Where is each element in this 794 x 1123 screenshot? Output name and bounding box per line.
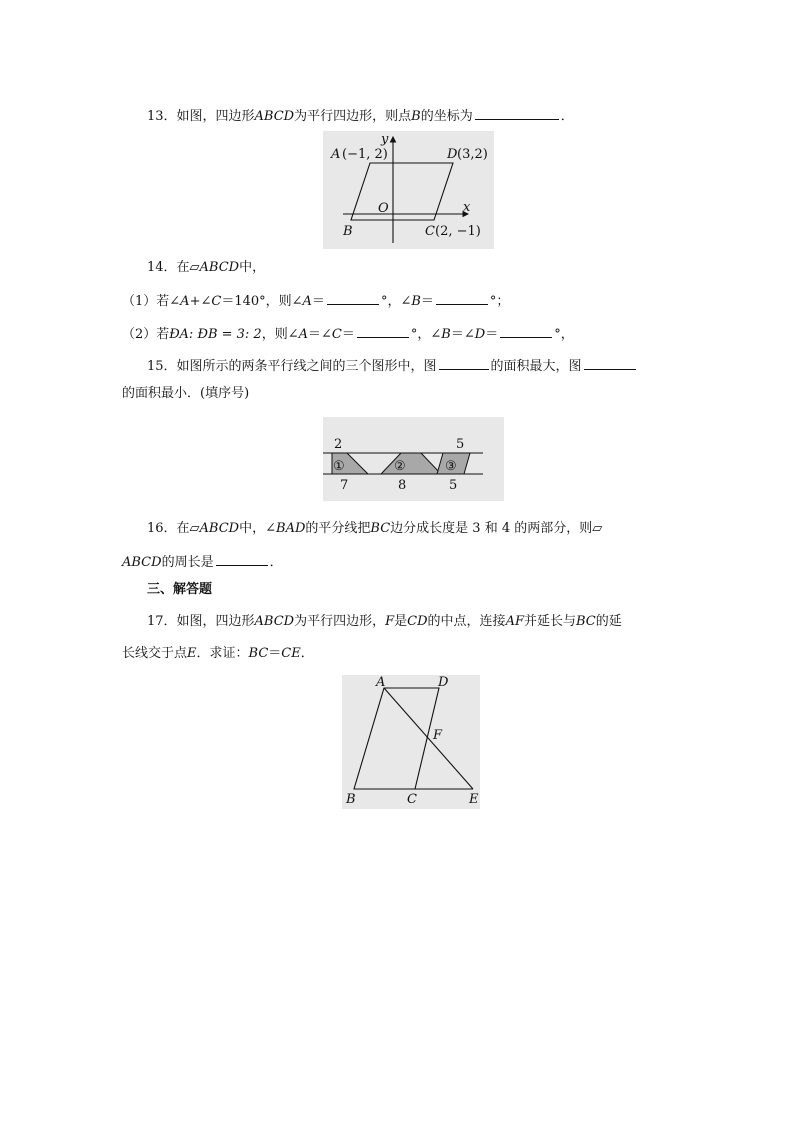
shape-3-top-label: 5 — [456, 437, 465, 452]
q14-s2-var: C — [331, 327, 342, 342]
q17-var: BC — [576, 614, 596, 629]
q17-var: BC — [248, 646, 269, 661]
q14-s2-part: ＝∠ — [308, 327, 332, 342]
point-b-label: B — [343, 224, 353, 239]
q16-part: 中，∠ — [239, 521, 277, 536]
q14-s2-var: D — [474, 327, 486, 342]
q15-part: 的面积最大，图 — [490, 359, 582, 374]
q17-var: AF — [505, 614, 524, 629]
q14-s1-blank-b[interactable] — [436, 290, 488, 305]
q17-var: ABCD — [254, 614, 295, 629]
y-axis-label: y — [381, 132, 389, 147]
q17-line2 — [122, 645, 314, 663]
point-b-label: B — [346, 792, 356, 807]
q16-answer-blank[interactable] — [216, 551, 268, 566]
q14-s2-part: ＝∠ — [450, 327, 475, 342]
q14-s1-var: C — [211, 294, 222, 309]
q16-line2 — [122, 551, 283, 572]
figure-17-parallelogram-proof — [342, 675, 480, 809]
parallelogram-symbol: ▱ — [189, 521, 200, 536]
q14-s2-blank-ac[interactable] — [357, 323, 409, 338]
q14-s2-part: ＝ — [485, 327, 499, 342]
shape-3-bottom-label: 5 — [449, 478, 458, 493]
figure-15-three-shapes — [323, 417, 504, 501]
q16-line1 — [147, 520, 602, 538]
q17-part: 的中点，连接 — [427, 614, 506, 629]
q14-s1-blank-a[interactable] — [327, 290, 379, 305]
q15-blank-smallest[interactable] — [584, 355, 636, 370]
q17-var: E — [187, 646, 197, 661]
point-c-label: C — [425, 224, 435, 239]
q16-part: 16．在 — [147, 521, 190, 536]
q17-part: 并延长与 — [523, 614, 576, 629]
q14-s2-var: A — [298, 327, 308, 342]
shape-1-number: ① — [333, 459, 345, 474]
q17-part: 为平行四边形， — [294, 614, 386, 629]
q14-s2-part: ，则∠ — [261, 327, 299, 342]
point-c-label: C — [407, 792, 417, 807]
q16-part: 的周长是 — [161, 555, 214, 570]
shape-1-bottom-label: 7 — [340, 478, 349, 493]
q14-sub1 — [122, 290, 509, 311]
parallelogram-symbol: ▱ — [189, 260, 200, 275]
q16-var: BC — [370, 521, 391, 536]
q15-part: 的面积最小．(填序号) — [122, 386, 250, 401]
q16-part: ． — [269, 555, 283, 570]
shape-3-number: ③ — [445, 459, 457, 474]
shape-1-top-label: 2 — [334, 437, 343, 452]
q16-part: 的平分线把 — [305, 521, 371, 536]
parallelogram-abcd — [351, 163, 453, 220]
q14-s1-part: （1）若∠ — [122, 294, 181, 309]
point-c-coord: (2, −1) — [435, 224, 481, 239]
q13-part: 为平行四边形，则点 — [294, 109, 412, 124]
q14-part: 中， — [239, 260, 266, 275]
point-e-label: E — [469, 792, 479, 807]
q13-text — [147, 105, 574, 126]
q14-s1-var: B — [411, 294, 421, 309]
q16-var: BAD — [276, 521, 306, 536]
q14-s2-blank-bd[interactable] — [500, 323, 552, 338]
q14-part: 14．在 — [147, 260, 190, 275]
q17-var: CD — [407, 614, 428, 629]
q13-end: ． — [560, 109, 574, 124]
q14-stem — [147, 259, 265, 277]
q14-s2-part: ＝ — [341, 327, 355, 342]
shape-2-trapezoid — [381, 453, 441, 474]
point-d-coord: (3,2) — [457, 147, 488, 162]
q15-line1 — [147, 355, 638, 376]
shape-2-bottom-label: 8 — [398, 478, 407, 493]
q17-part: 的延 — [595, 614, 622, 629]
q13-part: 13．如图，四边形 — [147, 109, 255, 124]
shape-2-number: ② — [394, 459, 406, 474]
q15-part: 15．如图所示的两条平行线之间的三个图形中，图 — [147, 359, 437, 374]
point-f-label: F — [433, 728, 443, 743]
segment-ae — [384, 688, 473, 789]
q17-line1 — [147, 613, 622, 631]
q17-var: CE — [281, 646, 301, 661]
q14-s1-part: ＝140°，则∠ — [221, 294, 303, 309]
q15-blank-largest[interactable] — [439, 355, 489, 370]
figure-13-coordinate-parallelogram — [323, 131, 494, 249]
q15-line2 — [122, 385, 249, 403]
q13-abcd: ABCD — [254, 109, 295, 124]
q14-s1-part: °； — [489, 294, 510, 309]
point-a-coord: (−1, 2) — [342, 147, 388, 162]
point-a-label: A — [331, 147, 341, 162]
x-axis-label: x — [463, 200, 471, 215]
q17-part: ＝ — [268, 646, 282, 661]
q13-answer-blank[interactable] — [475, 105, 559, 120]
q16-var: ABCD — [122, 555, 162, 570]
q14-s2-var: B — [441, 327, 451, 342]
q16-part: 边分成长度是 3 和 4 的两部分，则 — [390, 521, 593, 536]
parallelogram-abcd — [354, 688, 439, 789]
q14-sub2 — [122, 323, 574, 344]
point-d-label: D — [438, 675, 449, 690]
q13-part: 的坐标为 — [420, 109, 473, 124]
q14-s1-var: A — [180, 294, 190, 309]
section-3-title: 三、解答题 — [147, 582, 213, 597]
point-d-label: D — [447, 147, 458, 162]
q14-abcd: ABCD — [199, 260, 240, 275]
q14-s2-part: （2）若 — [122, 327, 170, 342]
q14-s2-ratio: ÐA: ÐB = 3: 2 — [169, 327, 262, 342]
q16-var: ABCD — [199, 521, 240, 536]
q14-s2-part: °，∠ — [410, 327, 442, 342]
q17-part: 长线交于点 — [122, 646, 188, 661]
q14-s1-part: +∠ — [189, 294, 212, 309]
q14-s1-part: ＝ — [311, 294, 325, 309]
q14-s1-part: °，∠ — [380, 294, 412, 309]
q17-var: F — [385, 614, 395, 629]
q17-part: 17．如图，四边形 — [147, 614, 255, 629]
parallelogram-symbol: ▱ — [592, 521, 603, 536]
q14-s2-part: °， — [554, 327, 574, 342]
q17-part: 是 — [394, 614, 408, 629]
q14-s1-part: ＝ — [420, 294, 434, 309]
q13-b: B — [411, 109, 421, 124]
q17-part: ．求证： — [196, 646, 249, 661]
q17-part: ． — [300, 646, 314, 661]
q14-s1-var: A — [302, 294, 312, 309]
point-a-label: A — [376, 675, 386, 690]
origin-label: O — [378, 201, 389, 216]
